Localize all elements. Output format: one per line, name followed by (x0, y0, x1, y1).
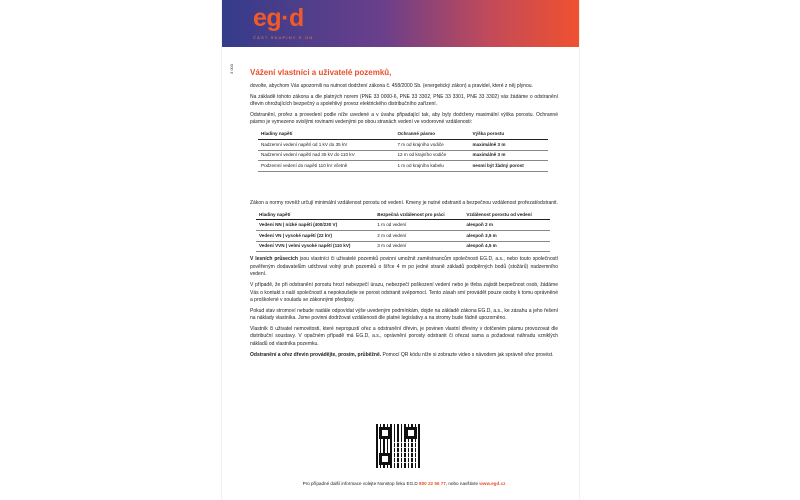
paragraph-text: jsou vlastníci či uživatelé pozemků povinni umožnit zaměstnancům společnosti EG.D, a.s., nebo touto společností pověřeným dodavatelům udržovat volný pruh pozemků o šířce 4 m po jedné straně základů podpěrných bodů (stožárů) nadzemního vedení. (250, 256, 558, 278)
body-paragraph (250, 352, 558, 360)
table-header-cell: Vzdálenost porostu od vedení (463, 210, 550, 220)
protection-zone-table (258, 130, 548, 172)
table-header-cell: Ochranné pásmo (394, 130, 469, 140)
intro-paragraph: dovolte, abychom Vás upozornili na nutnost dodržení zákona č. 458/2000 Sb. (energetický zákon) a pravidel, které z něj plynou. (250, 83, 533, 89)
qr-code-image[interactable] (376, 424, 420, 468)
table-header-cell: Hladiny napětí (258, 130, 394, 140)
table-cell: Vedení VN | vysoké napětí (22 kV) (256, 230, 374, 241)
table-cell: Vedení VVN | velmi vysoké napětí (110 kV) (256, 241, 374, 252)
table-cell: nesmí být žádný porost (469, 161, 548, 172)
table-cell: maximálně 3 m (469, 139, 548, 150)
table-row (256, 220, 550, 231)
paragraph-text: Pokud stav stromoví nebude nadále odpovídat výše uvedeným podmínkám, dojde na základě zákona EG.D, a.s., ke zásahu a jeho řešení na náklady vlastníka. Jsme povinni dodržovat vzdálenosti dle platné legislativy a na stromy bude řádně upozorněno. (250, 307, 558, 322)
safe-distance-table (256, 210, 550, 252)
table-cell: 7 m od krajního vodiče (394, 139, 469, 150)
nonstop-phone-link[interactable]: 800 22 55 77 (419, 481, 446, 486)
paragraph-text: Pomocí QR kódu níže si zobrazte video s návodem jak správně ořez provést. (381, 351, 554, 358)
intro-paragraph: Na základě tohoto zákona a dle platných norem (PNE 33 0000-6, PNE 33 3302, PNE 33 3301, PNE 33 3302) vás žádáme o odstranění dřevin ohrožujících bezpečný a spolehlivý provoz elektrického distribučního zařízení. (250, 93, 558, 108)
flyer-page (222, 0, 579, 500)
table-cell: 3 m od vedení (374, 241, 463, 252)
website-link[interactable]: www.egd.cz (479, 481, 506, 486)
paragraph-text: V případě, že při odstranění porostu hrozí nebezpečí úrazu, nebezpečí poškození vedení nebo je třeba zajistit bezpečnost osob, žádáme Vás o kontakt s naší společností a nepokoušejte se porost odstranit svépomocí. Tento zásah smí provádět pouze osoby k tomu oprávněné a proškolené v souladu se zákonnými předpisy. (250, 281, 558, 304)
table-cell: 12 m od krajního vodiče (394, 150, 469, 161)
table-row (256, 230, 550, 241)
table-row (256, 241, 550, 252)
letter-body (250, 68, 558, 362)
paragraph-text: Vlastník či uživatel nemovitosti, které nepropustí ořez a odstranění dřevin, je povinen vlastní dřeviny v dotčeném pásmu provozovat dle distribuční soustavy. V opačném případě má EG.D, a.s., oprávnění porosty odstranit či ořezat sama a požadovat náhradu vzniklých nákladů od vlastníka pozemku. (250, 325, 558, 348)
paragraph-lead: V lesních průsecích (250, 256, 298, 263)
table-row (258, 161, 548, 172)
distance-paragraph: Zákon a normy rovněž určují minimální vzdálenost porostu od vedení. Kmeny je nutné odstranit a bezpečnou vzdálenost prořezat/odstranit. (250, 199, 558, 206)
body-paragraph (250, 256, 558, 279)
table-header-cell: Bezpečná vzdálenost pro práci (374, 210, 463, 220)
table-row (258, 139, 548, 150)
table-header-row (256, 210, 550, 220)
table-header-cell: Výška porostu (469, 130, 548, 140)
paragraph-lead: Odstranění a ořez dřevin provádějte, prosím, průběžně. (250, 351, 382, 358)
intro-paragraph: Odstranění, prořez a provedení podle níže uvedené a v úvahu připadající tak, aby byly dodrženy maximální výška porostu. Ochranné pásmo je vymezeno svislými rovinami vedenými po obou stranách vedení ve vodorovné vzdálenosti: (250, 111, 558, 126)
logo-tagline: ČÁST SKUPINY E.ON (253, 35, 314, 40)
spacer (250, 176, 558, 200)
table-cell: Vedení NN | nízké napětí (400/230 V) (256, 220, 374, 231)
table-cell: Podzemní vedení do napětí 110 kV včetně (258, 161, 394, 172)
body-paragraph (250, 326, 558, 349)
brand-header (222, 0, 579, 47)
table-cell: alespoň 4,5 m (463, 241, 550, 252)
footer-contact (250, 481, 558, 486)
table-cell: 1 m od krajního kabelu (394, 161, 469, 172)
body-paragraph (250, 282, 558, 305)
table-cell: Nadzemní vedení napětí od 1 kV do 35 kV (258, 139, 394, 150)
table-cell: alespoň 3,5 m (463, 230, 550, 241)
table-header-cell: Hladiny napětí (256, 210, 374, 220)
letter-title: Vážení vlastníci a uživatelé pozemků, (250, 68, 392, 77)
table-cell: Nadzemní vedení napětí nad 35 kV do 110 kV (258, 150, 394, 161)
table-row (258, 150, 548, 161)
egd-logo: eg·d (253, 4, 304, 32)
table-header-row (258, 130, 548, 140)
footer-middle: , nebo navštivte (445, 481, 480, 486)
table-cell: 1 m od vedení (374, 220, 463, 231)
body-paragraph (250, 308, 558, 323)
side-reference: 3 000 (229, 64, 234, 75)
footer-prefix: Pro případné další informace volejte Nonstop linku EG.D (302, 481, 420, 486)
table-cell: maximálně 3 m (469, 150, 548, 161)
table-cell: 2 m od vedení (374, 230, 463, 241)
table-cell: alespoň 2 m (463, 220, 550, 231)
